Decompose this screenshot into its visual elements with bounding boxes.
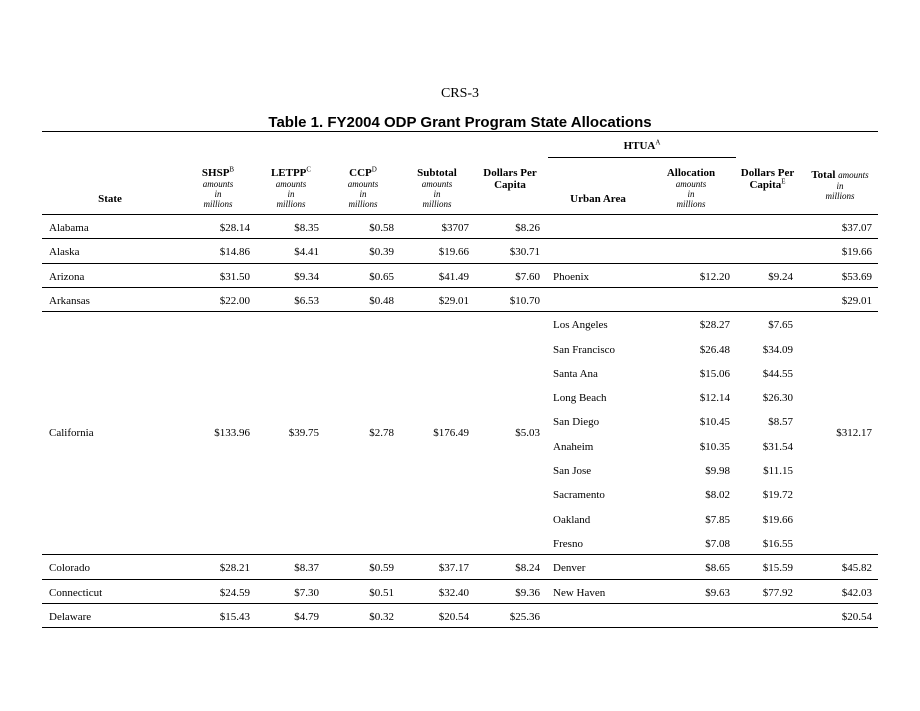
cell-udpc: $19.66 xyxy=(762,513,793,526)
cell-urban: San Francisco xyxy=(553,343,616,356)
col-header-urban-area: Urban Area xyxy=(570,193,626,205)
cell-alloc: $7.85 xyxy=(705,513,730,526)
cell-alloc: $12.14 xyxy=(699,392,730,405)
cell-urban: Phoenix xyxy=(553,270,590,283)
cell-urban: Denver xyxy=(553,562,586,575)
table-top-rule xyxy=(42,131,878,132)
cell-subtotal: $32.40 xyxy=(438,586,469,599)
cell-alloc: $15.06 xyxy=(699,367,730,380)
cell-alloc: $9.63 xyxy=(705,586,730,599)
cell-ccp: $0.59 xyxy=(369,562,394,575)
cell-letpp: $6.53 xyxy=(294,294,319,307)
cell-shsp: $133.96 xyxy=(214,426,250,439)
cell-total: $312.17 xyxy=(836,426,872,439)
cell-alloc: $10.35 xyxy=(699,440,730,453)
row-rule xyxy=(42,287,878,288)
cell-dpc: $8.24 xyxy=(515,562,540,575)
cell-total: $37.07 xyxy=(841,222,872,234)
cell-urban: Fresno xyxy=(553,537,583,550)
cell-letpp: $4.41 xyxy=(294,246,319,259)
cell-total: $29.01 xyxy=(841,294,872,307)
cell-alloc: $8.65 xyxy=(705,562,730,575)
col-header-dollars-per-capita: Dollars Per Capita xyxy=(483,167,537,191)
cell-dpc: $7.60 xyxy=(515,270,540,283)
cell-ccp: $0.65 xyxy=(369,270,394,283)
col-header-subtotal: Subtotal amounts in millions xyxy=(417,167,457,209)
cell-letpp: $8.37 xyxy=(294,562,319,575)
cell-shsp: $22.00 xyxy=(219,294,250,307)
cell-subtotal: $20.54 xyxy=(438,610,469,623)
row-rule xyxy=(42,627,878,628)
cell-urban: Oakland xyxy=(553,513,591,526)
cell-letpp: $39.75 xyxy=(288,426,319,439)
cell-udpc: $34.09 xyxy=(762,343,793,356)
row-rule xyxy=(42,238,878,239)
cell-letpp: $8.35 xyxy=(294,222,319,234)
cell-state: Arkansas xyxy=(49,294,90,307)
row-rule xyxy=(42,554,878,555)
cell-subtotal: $3707 xyxy=(441,222,469,234)
cell-udpc: $31.54 xyxy=(762,440,793,453)
cell-alloc: $12.20 xyxy=(699,270,730,283)
cell-state: Connecticut xyxy=(49,586,103,599)
cell-alloc: $9.98 xyxy=(705,465,730,477)
cell-shsp: $28.21 xyxy=(219,562,250,575)
cell-dpc: $9.36 xyxy=(515,586,540,599)
cell-alloc: $10.45 xyxy=(699,416,730,429)
col-header-ccp: $CCP^D$ amounts in millions xyxy=(347,165,379,209)
cell-ccp: $0.48 xyxy=(369,294,394,307)
cell-urban: Los Angeles xyxy=(553,319,608,332)
cell-total: $53.69 xyxy=(841,270,872,283)
cell-urban: San Diego xyxy=(553,416,600,429)
cell-alloc: $26.48 xyxy=(699,343,730,356)
cell-subtotal: $37.17 xyxy=(438,562,469,575)
cell-alloc: $7.08 xyxy=(705,537,730,550)
cell-dpc: $30.71 xyxy=(509,246,540,259)
cell-udpc: $15.59 xyxy=(762,562,793,575)
page-label: CRS-3 xyxy=(440,86,480,101)
cell-subtotal: $19.66 xyxy=(438,246,469,259)
htua-group-rule xyxy=(548,157,736,158)
cell-state: Alaska xyxy=(49,246,80,259)
cell-shsp: $24.59 xyxy=(219,586,250,599)
cell-total: $20.54 xyxy=(841,610,872,623)
cell-letpp: $7.30 xyxy=(294,586,319,599)
cell-state: Alabama xyxy=(49,222,89,234)
cell-shsp: $31.50 xyxy=(219,270,250,283)
cell-letpp: $4.79 xyxy=(294,610,319,623)
cell-udpc: $16.55 xyxy=(762,537,793,550)
cell-urban: Long Beach xyxy=(553,392,607,405)
cell-udpc: $44.55 xyxy=(762,367,793,380)
cell-total: $42.03 xyxy=(841,586,872,599)
cell-urban: New Haven xyxy=(553,586,606,599)
cell-state: California xyxy=(49,426,94,439)
cell-udpc: $26.30 xyxy=(762,392,793,405)
cell-urban: Sacramento xyxy=(553,489,605,502)
htua-group-header: $HTUA^A$ xyxy=(623,138,661,152)
cell-shsp: $28.14 xyxy=(219,222,250,234)
cell-state: Arizona xyxy=(49,270,85,283)
cell-letpp: $9.34 xyxy=(294,270,319,283)
cell-ccp: $0.39 xyxy=(369,246,394,259)
cell-dpc: $8.26 xyxy=(515,222,540,234)
col-header-total: Total amounts in millions xyxy=(811,169,869,201)
cell-dpc: $25.36 xyxy=(509,610,540,623)
cell-shsp: $15.43 xyxy=(219,610,250,623)
cell-dpc: $5.03 xyxy=(515,426,540,439)
col-header-letpp: $LETPP^C$ amounts in millions xyxy=(270,165,312,209)
cell-state: Colorado xyxy=(49,562,90,575)
cell-urban: Santa Ana xyxy=(553,367,598,380)
cell-ccp: $0.51 xyxy=(369,586,394,599)
cell-ccp: $2.78 xyxy=(369,426,394,439)
cell-total: $45.82 xyxy=(841,562,872,575)
cell-udpc: $11.15 xyxy=(763,465,793,477)
cell-udpc: $77.92 xyxy=(762,586,793,599)
cell-total: $19.66 xyxy=(841,246,872,259)
row-rule xyxy=(42,311,878,312)
cell-udpc: $9.24 xyxy=(768,270,793,283)
cell-subtotal: $29.01 xyxy=(438,294,469,307)
cell-alloc: $28.27 xyxy=(699,319,730,332)
table-title: Table 1. FY2004 ODP Grant Program State Allocations xyxy=(268,114,652,131)
header-bottom-rule xyxy=(42,214,878,215)
cell-subtotal: $41.49 xyxy=(438,270,469,283)
col-header-shsp: $SHSP^B$ amounts in millions xyxy=(201,165,235,209)
col-header-allocation: Allocation amounts in millions xyxy=(666,167,716,209)
cell-alloc: $8.02 xyxy=(705,489,730,502)
cell-urban: Anaheim xyxy=(553,440,594,453)
cell-udpc: $7.65 xyxy=(768,319,793,332)
cell-dpc: $10.70 xyxy=(509,294,540,307)
cell-urban: San Jose xyxy=(553,465,592,477)
cell-udpc: $19.72 xyxy=(762,489,793,502)
row-rule xyxy=(42,579,878,580)
cell-subtotal: $176.49 xyxy=(433,426,469,439)
cell-ccp: $0.58 xyxy=(369,222,394,234)
cell-udpc: $8.57 xyxy=(768,416,793,429)
row-rule xyxy=(42,263,878,264)
row-rule xyxy=(42,603,878,604)
cell-shsp: $14.86 xyxy=(219,246,250,259)
cell-ccp: $0.32 xyxy=(369,610,394,623)
col-header-htua-dollars-per-capita: Dollars Per Capita$^E$ xyxy=(740,167,795,191)
cell-state: Delaware xyxy=(49,610,92,623)
col-header-state: State xyxy=(98,193,122,205)
